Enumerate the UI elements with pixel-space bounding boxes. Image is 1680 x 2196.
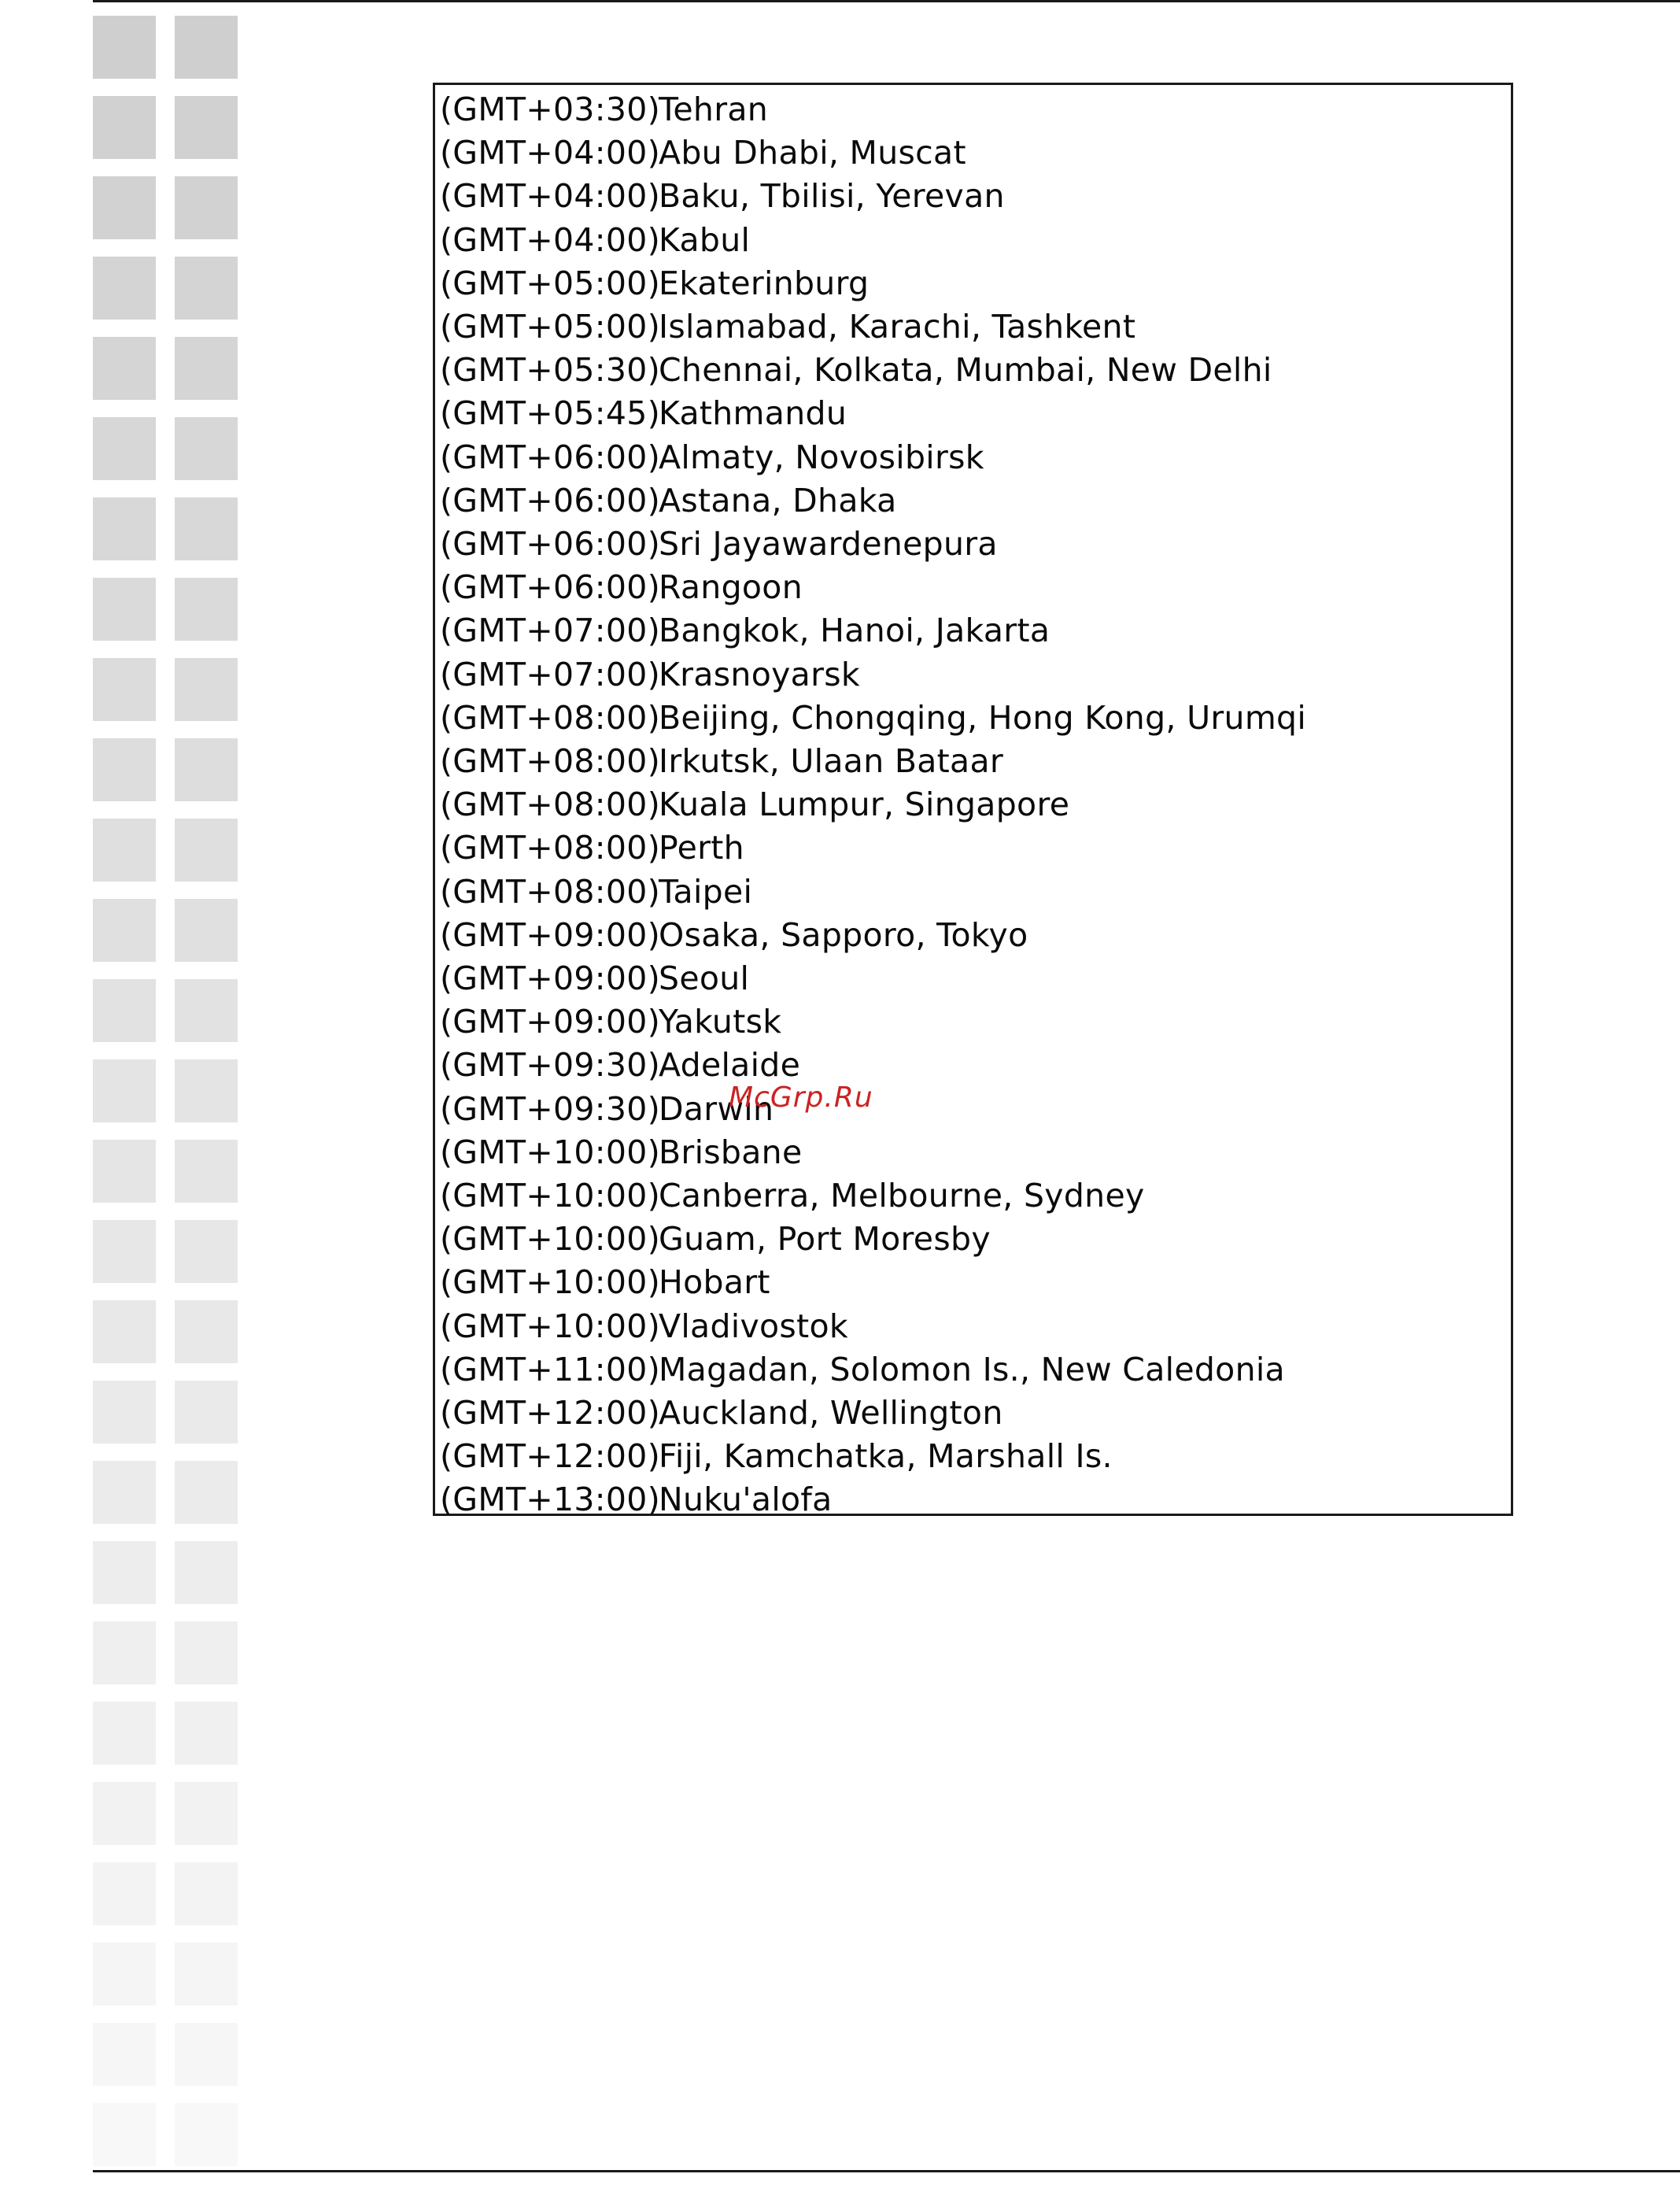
timezone-cities: Chennai, Kolkata, Mumbai, New Delhi: [659, 351, 1272, 390]
decorative-square: [93, 1381, 156, 1444]
timezone-option[interactable]: [440, 305, 1135, 349]
decorative-square: [175, 1140, 238, 1203]
timezone-offset: (GMT+08:00): [440, 872, 660, 911]
timezone-option[interactable]: [440, 740, 1003, 783]
timezone-offset: (GMT+06:00): [440, 481, 660, 519]
timezone-option[interactable]: [440, 1392, 1003, 1435]
timezone-listbox[interactable]: [433, 83, 1513, 1519]
decorative-square: [175, 337, 238, 400]
decorative-square: [93, 96, 156, 159]
timezone-offset: (GMT+06:00): [440, 438, 660, 476]
timezone-option[interactable]: [440, 1088, 774, 1131]
decorative-square: [93, 1782, 156, 1845]
decorative-square: [93, 899, 156, 962]
timezone-cities: Astana, Dhaka: [659, 481, 897, 519]
decorative-square: [93, 16, 156, 79]
timezone-option[interactable]: [440, 1478, 833, 1521]
timezone-offset: (GMT+06:00): [440, 568, 660, 607]
timezone-cities: Brisbane: [659, 1133, 803, 1171]
decorative-square: [175, 1943, 238, 2006]
timezone-option[interactable]: [440, 175, 1005, 218]
decorative-square: [93, 2103, 156, 2166]
timezone-cities: Tehran: [659, 91, 769, 128]
timezone-offset: (GMT+06:00): [440, 525, 660, 563]
decorative-square: [93, 1621, 156, 1684]
timezone-option[interactable]: [440, 826, 744, 870]
timezone-option[interactable]: [440, 131, 966, 175]
timezone-option[interactable]: [440, 1348, 1285, 1392]
decorative-square: [175, 1702, 238, 1765]
decorative-square: [93, 1702, 156, 1765]
decorative-square: [175, 979, 238, 1042]
timezone-option[interactable]: [440, 349, 1272, 392]
timezone-offset: (GMT+09:30): [440, 1046, 660, 1085]
decorative-square: [175, 1381, 238, 1444]
decorative-square: [93, 738, 156, 801]
decorative-square: [93, 1541, 156, 1604]
decorative-square: [93, 2023, 156, 2086]
decorative-square: [93, 1140, 156, 1203]
timezone-offset: (GMT+11:00): [440, 1350, 660, 1388]
decorative-square: [175, 2103, 238, 2166]
timezone-offset: (GMT+05:45): [440, 394, 660, 433]
timezone-option[interactable]: [440, 1305, 848, 1348]
timezone-option[interactable]: [440, 653, 860, 697]
watermark-text: McGrp.Ru: [729, 1081, 873, 1114]
timezone-cities: Baku, Tbilisi, Yerevan: [659, 177, 1005, 216]
timezone-cities: Yakutsk: [659, 1003, 782, 1041]
timezone-offset: (GMT+12:00): [440, 1437, 660, 1476]
timezone-option[interactable]: [440, 1174, 1145, 1218]
decorative-square: [175, 738, 238, 801]
timezone-cities: Krasnoyarsk: [659, 655, 860, 693]
timezone-option[interactable]: [440, 219, 750, 262]
timezone-offset: (GMT+05:30): [440, 351, 660, 390]
decorative-square: [93, 176, 156, 239]
timezone-offset: (GMT+10:00): [440, 1263, 660, 1302]
timezone-cities: Ekaterinburg: [659, 264, 870, 302]
timezone-option[interactable]: [440, 523, 998, 566]
decorative-square: [93, 979, 156, 1042]
decorative-square: [175, 16, 238, 79]
timezone-offset: (GMT+04:00): [440, 177, 660, 216]
timezone-offset: (GMT+05:00): [440, 264, 660, 302]
timezone-cities: Sri Jayawardenepura: [659, 525, 998, 563]
timezone-option[interactable]: [440, 783, 1069, 826]
decorative-square: [175, 2023, 238, 2086]
timezone-offset: (GMT+04:00): [440, 134, 660, 172]
timezone-offset: (GMT+07:00): [440, 655, 660, 693]
timezone-option[interactable]: [440, 88, 768, 131]
timezone-offset: (GMT+03:30): [440, 91, 660, 128]
decorative-square: [175, 96, 238, 159]
timezone-option[interactable]: [440, 914, 1028, 957]
bottom-rule: [93, 2170, 1680, 2172]
timezone-cities: Kabul: [659, 220, 751, 259]
timezone-offset: (GMT+12:00): [440, 1394, 660, 1432]
decorative-square: [175, 1059, 238, 1122]
timezone-cities: Auckland, Wellington: [659, 1394, 1003, 1432]
timezone-cities: Taipei: [659, 872, 753, 911]
decorative-square: [175, 176, 238, 239]
timezone-offset: (GMT+08:00): [440, 698, 660, 737]
timezone-option[interactable]: [440, 392, 847, 435]
timezone-offset: (GMT+08:00): [440, 829, 660, 867]
timezone-cities: Canberra, Melbourne, Sydney: [659, 1177, 1145, 1214]
decorative-square: [93, 1059, 156, 1122]
decorative-square: [175, 1541, 238, 1604]
timezone-offset: (GMT+07:00): [440, 612, 660, 650]
timezone-option[interactable]: [440, 262, 869, 305]
decorative-square-pattern: [93, 16, 241, 2157]
timezone-cities: Magadan, Solomon Is., New Caledonia: [659, 1350, 1285, 1388]
timezone-option[interactable]: [440, 566, 803, 609]
decorative-square: [175, 1782, 238, 1845]
timezone-cities: Kathmandu: [659, 394, 847, 433]
timezone-offset: (GMT+09:00): [440, 1003, 660, 1041]
timezone-option[interactable]: [440, 957, 749, 1000]
timezone-offset: (GMT+09:30): [440, 1089, 660, 1128]
timezone-cities: Darwin: [659, 1089, 774, 1128]
timezone-offset: (GMT+05:00): [440, 308, 660, 346]
decorative-square: [93, 1220, 156, 1283]
decorative-square: [93, 1300, 156, 1363]
timezone-option[interactable]: [440, 1218, 991, 1261]
decorative-square: [175, 417, 238, 480]
decorative-square: [175, 578, 238, 641]
decorative-square: [175, 1300, 238, 1363]
decorative-square: [175, 257, 238, 320]
decorative-square: [175, 899, 238, 962]
timezone-offset: (GMT+13:00): [440, 1481, 660, 1519]
top-rule: [93, 0, 1680, 2]
timezone-cities: Seoul: [659, 959, 750, 997]
decorative-square: [93, 578, 156, 641]
decorative-square: [93, 417, 156, 480]
timezone-cities: Kuala Lumpur, Singapore: [659, 786, 1070, 824]
decorative-square: [93, 1862, 156, 1925]
timezone-cities: Islamabad, Karachi, Tashkent: [659, 308, 1136, 346]
timezone-cities: Abu Dhabi, Muscat: [659, 134, 966, 172]
timezone-cities: Osaka, Sapporo, Tokyo: [659, 915, 1028, 954]
timezone-option[interactable]: [440, 436, 984, 479]
decorative-square: [93, 658, 156, 721]
timezone-offset: (GMT+10:00): [440, 1220, 660, 1259]
timezone-offset: (GMT+10:00): [440, 1177, 660, 1214]
decorative-square: [93, 1943, 156, 2006]
timezone-option[interactable]: [440, 1000, 781, 1044]
timezone-option[interactable]: [440, 1261, 770, 1304]
timezone-cities: Perth: [659, 829, 744, 867]
timezone-offset: (GMT+10:00): [440, 1133, 660, 1171]
decorative-square: [93, 1461, 156, 1524]
timezone-offset: (GMT+08:00): [440, 742, 660, 780]
timezone-offset: (GMT+10:00): [440, 1307, 660, 1345]
decorative-square: [175, 1862, 238, 1925]
timezone-option[interactable]: [440, 609, 1050, 653]
timezone-cities: Fiji, Kamchatka, Marshall Is.: [659, 1437, 1113, 1476]
timezone-option[interactable]: [440, 697, 1306, 740]
decorative-square: [175, 497, 238, 560]
decorative-square: [175, 819, 238, 882]
decorative-square: [93, 337, 156, 400]
timezone-option[interactable]: [440, 479, 897, 523]
decorative-square: [175, 1461, 238, 1524]
timezone-offset: (GMT+09:00): [440, 915, 660, 954]
timezone-cities: Bangkok, Hanoi, Jakarta: [659, 612, 1050, 650]
timezone-cities: Nuku'alofa: [659, 1481, 833, 1519]
decorative-square: [93, 819, 156, 882]
decorative-square: [175, 1220, 238, 1283]
decorative-square: [93, 257, 156, 320]
timezone-cities: Adelaide: [659, 1046, 801, 1085]
timezone-cities: Hobart: [659, 1263, 770, 1302]
decorative-square: [93, 497, 156, 560]
timezone-cities: Irkutsk, Ulaan Bataar: [659, 742, 1004, 780]
decorative-square: [175, 658, 238, 721]
timezone-offset: (GMT+04:00): [440, 220, 660, 259]
decorative-square: [175, 1621, 238, 1684]
timezone-cities: Guam, Port Moresby: [659, 1220, 991, 1259]
timezone-option[interactable]: [440, 871, 752, 914]
timezone-offset: (GMT+09:00): [440, 959, 660, 997]
timezone-cities: Beijing, Chongqing, Hong Kong, Urumqi: [659, 698, 1307, 737]
timezone-cities: Vladivostok: [659, 1307, 848, 1345]
timezone-option[interactable]: [440, 1131, 803, 1174]
timezone-cities: Almaty, Novosibirsk: [659, 438, 984, 476]
timezone-option[interactable]: [440, 1435, 1113, 1478]
timezone-offset: (GMT+08:00): [440, 786, 660, 824]
timezone-cities: Rangoon: [659, 568, 803, 607]
